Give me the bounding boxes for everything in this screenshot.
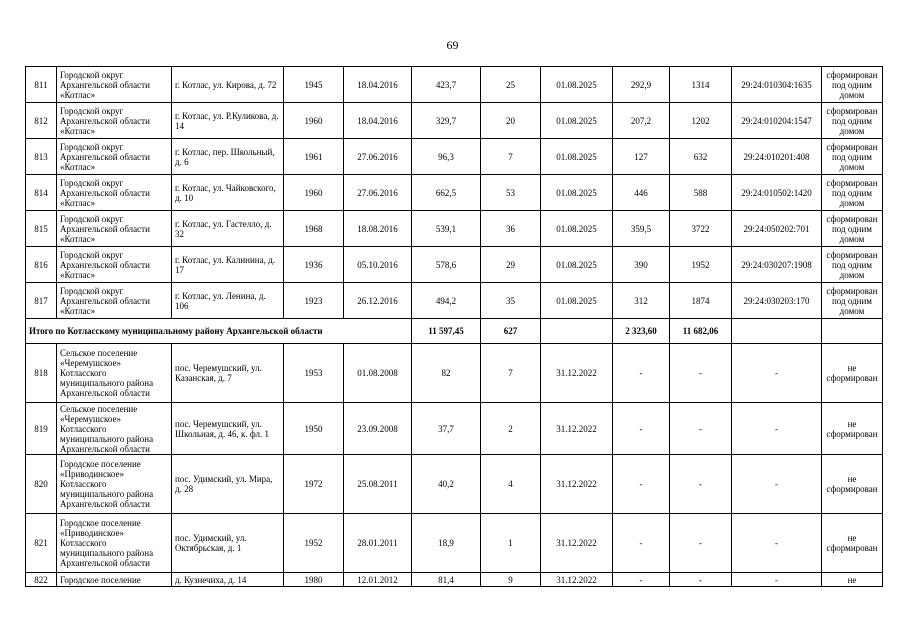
deadline-cell: 01.08.2025 bbox=[541, 247, 613, 283]
people-cell: 7 bbox=[481, 344, 541, 403]
row-number: 819 bbox=[26, 403, 57, 455]
area-cell: 81,4 bbox=[412, 573, 481, 587]
address-cell: г. Котлас, пер. Школьный, д. 6 bbox=[172, 139, 284, 175]
year-cell: 1953 bbox=[284, 344, 344, 403]
row-number: 812 bbox=[26, 103, 57, 139]
deadline-cell: 31.12.2022 bbox=[541, 573, 613, 587]
owner-cell: Городское поселение «Приводинское» Котласского муниципального района Архангельской области bbox=[57, 514, 172, 573]
date-cell: 23.09.2008 bbox=[344, 403, 412, 455]
people-cell: 35 bbox=[481, 283, 541, 319]
row-number: 817 bbox=[26, 283, 57, 319]
cadastral-cell: - bbox=[732, 344, 822, 403]
table-row bbox=[26, 344, 883, 403]
date-cell: 25.08.2011 bbox=[344, 455, 412, 514]
area-cell: 423,7 bbox=[412, 67, 481, 103]
people-cell: 20 bbox=[481, 103, 541, 139]
table-row bbox=[26, 283, 883, 319]
address-cell: пос. Удимский, ул. Октябрьская, д. 1 bbox=[172, 514, 284, 573]
year-cell: 1968 bbox=[284, 211, 344, 247]
page-number: 69 bbox=[446, 38, 459, 52]
deadline-cell: 01.08.2025 bbox=[541, 67, 613, 103]
area2-cell: 207,2 bbox=[613, 103, 670, 139]
people-cell: 7 bbox=[481, 139, 541, 175]
year-cell: 1945 bbox=[284, 67, 344, 103]
date-cell: 18.04.2016 bbox=[344, 103, 412, 139]
area2-cell: 312 bbox=[613, 283, 670, 319]
deadline-cell: 31.12.2022 bbox=[541, 403, 613, 455]
row-number: 815 bbox=[26, 211, 57, 247]
address-cell: г. Котлас, ул. Кирова, д. 72 bbox=[172, 67, 284, 103]
area2-cell: - bbox=[613, 344, 670, 403]
owner-cell: Сельское поселение «Черемушское» Котласского муниципального района Архангельской области bbox=[57, 403, 172, 455]
people-cell: 29 bbox=[481, 247, 541, 283]
deadline-cell: 01.08.2025 bbox=[541, 139, 613, 175]
cadastral-cell: 29:24:030203:170 bbox=[732, 283, 822, 319]
total-label: Итого по Котласскому муниципальному району Архангельской области bbox=[26, 319, 412, 344]
cadastral-cell: 29:24:010204:1547 bbox=[732, 103, 822, 139]
deadline-cell: 31.12.2022 bbox=[541, 455, 613, 514]
date-cell: 18.08.2016 bbox=[344, 211, 412, 247]
people2-cell: 1952 bbox=[670, 247, 732, 283]
people-cell: 4 bbox=[481, 455, 541, 514]
area-cell: 578,6 bbox=[412, 247, 481, 283]
owner-cell: Городской округ Архангельской области «Котлас» bbox=[57, 283, 172, 319]
year-cell: 1972 bbox=[284, 455, 344, 514]
address-cell: д. Кузнечиха, д. 14 bbox=[172, 573, 284, 587]
area2-cell: - bbox=[613, 514, 670, 573]
cadastral-cell: 29:24:050202:701 bbox=[732, 211, 822, 247]
status-cell: сформирован под одним домом bbox=[822, 283, 883, 319]
date-cell: 28.01.2011 bbox=[344, 514, 412, 573]
year-cell: 1950 bbox=[284, 403, 344, 455]
owner-cell: Городской округ Архангельской области «Котлас» bbox=[57, 211, 172, 247]
year-cell: 1961 bbox=[284, 139, 344, 175]
table-row bbox=[26, 103, 883, 139]
area2-cell: - bbox=[613, 403, 670, 455]
total-area2: 2 323,60 bbox=[613, 319, 670, 344]
status-cell: сформирован под одним домом bbox=[822, 175, 883, 211]
people2-cell: 632 bbox=[670, 139, 732, 175]
people2-cell: - bbox=[670, 514, 732, 573]
cadastral-cell: - bbox=[732, 403, 822, 455]
status-cell: не bbox=[822, 573, 883, 587]
people2-cell: - bbox=[670, 403, 732, 455]
row-number: 818 bbox=[26, 344, 57, 403]
total-area: 11 597,45 bbox=[412, 319, 481, 344]
area-cell: 18,9 bbox=[412, 514, 481, 573]
people2-cell: - bbox=[670, 455, 732, 514]
date-cell: 18.04.2016 bbox=[344, 67, 412, 103]
area-cell: 82 bbox=[412, 344, 481, 403]
people2-cell: - bbox=[670, 573, 732, 587]
year-cell: 1923 bbox=[284, 283, 344, 319]
table-row bbox=[26, 211, 883, 247]
address-cell: г. Котлас, ул. Чайковского, д. 10 bbox=[172, 175, 284, 211]
cadastral-cell: - bbox=[732, 573, 822, 587]
area2-cell: 292,9 bbox=[613, 67, 670, 103]
row-number: 811 bbox=[26, 67, 57, 103]
date-cell: 27.06.2016 bbox=[344, 139, 412, 175]
deadline-cell: 01.08.2025 bbox=[541, 175, 613, 211]
owner-cell: Городской округ Архангельской области «Котлас» bbox=[57, 139, 172, 175]
area-cell: 329,7 bbox=[412, 103, 481, 139]
address-cell: пос. Удимский, ул. Мира, д. 28 bbox=[172, 455, 284, 514]
owner-cell: Городское поселение «Приводинское» Котласского муниципального района Архангельской области bbox=[57, 455, 172, 514]
table-row bbox=[26, 573, 883, 587]
area2-cell: - bbox=[613, 455, 670, 514]
year-cell: 1952 bbox=[284, 514, 344, 573]
address-cell: г. Котлас, ул. Ленина, д. 106 bbox=[172, 283, 284, 319]
cadastral-cell: - bbox=[732, 514, 822, 573]
area-cell: 96,3 bbox=[412, 139, 481, 175]
people2-cell: 3722 bbox=[670, 211, 732, 247]
deadline-cell: 31.12.2022 bbox=[541, 344, 613, 403]
area-cell: 37,7 bbox=[412, 403, 481, 455]
people-cell: 9 bbox=[481, 573, 541, 587]
total-empty bbox=[732, 319, 822, 344]
status-cell: сформирован под одним домом bbox=[822, 67, 883, 103]
people-cell: 2 bbox=[481, 403, 541, 455]
deadline-cell: 31.12.2022 bbox=[541, 514, 613, 573]
year-cell: 1960 bbox=[284, 175, 344, 211]
year-cell: 1936 bbox=[284, 247, 344, 283]
owner-cell: Городской округ Архангельской области «Котлас» bbox=[57, 67, 172, 103]
status-cell: не сформирован bbox=[822, 344, 883, 403]
address-cell: г. Котлас, ул. Калинина, д. 17 bbox=[172, 247, 284, 283]
owner-cell: Городской округ Архангельской области «Котлас» bbox=[57, 175, 172, 211]
owner-cell: Городской округ Архангельской области «Котлас» bbox=[57, 247, 172, 283]
year-cell: 1960 bbox=[284, 103, 344, 139]
total-row bbox=[26, 319, 883, 344]
date-cell: 26.12.2016 bbox=[344, 283, 412, 319]
date-cell: 27.06.2016 bbox=[344, 175, 412, 211]
cadastral-cell: 29:24:010304:1635 bbox=[732, 67, 822, 103]
area-cell: 662,5 bbox=[412, 175, 481, 211]
status-cell: не сформирован bbox=[822, 514, 883, 573]
people2-cell: 1874 bbox=[670, 283, 732, 319]
housing-registry-table bbox=[25, 66, 883, 587]
date-cell: 05.10.2016 bbox=[344, 247, 412, 283]
address-cell: пос. Черемушский, ул. Казанская, д. 7 bbox=[172, 344, 284, 403]
table-row bbox=[26, 175, 883, 211]
table-row bbox=[26, 455, 883, 514]
area2-cell: 390 bbox=[613, 247, 670, 283]
status-cell: сформирован под одним домом bbox=[822, 139, 883, 175]
table-row bbox=[26, 247, 883, 283]
total-people: 627 bbox=[481, 319, 541, 344]
total-empty bbox=[541, 319, 613, 344]
total-empty bbox=[822, 319, 883, 344]
year-cell: 1980 bbox=[284, 573, 344, 587]
cadastral-cell: 29:24:010502:1420 bbox=[732, 175, 822, 211]
deadline-cell: 01.08.2025 bbox=[541, 283, 613, 319]
cadastral-cell: - bbox=[732, 455, 822, 514]
row-number: 814 bbox=[26, 175, 57, 211]
cadastral-cell: 29:24:010201:408 bbox=[732, 139, 822, 175]
table-row bbox=[26, 67, 883, 103]
people2-cell: 1202 bbox=[670, 103, 732, 139]
row-number: 816 bbox=[26, 247, 57, 283]
status-cell: не сформирован bbox=[822, 403, 883, 455]
people-cell: 1 bbox=[481, 514, 541, 573]
address-cell: г. Котлас, ул. Гастелло, д. 32 bbox=[172, 211, 284, 247]
people2-cell: 588 bbox=[670, 175, 732, 211]
people2-cell: 1314 bbox=[670, 67, 732, 103]
table-row bbox=[26, 139, 883, 175]
row-number: 820 bbox=[26, 455, 57, 514]
area-cell: 539,1 bbox=[412, 211, 481, 247]
table-row bbox=[26, 403, 883, 455]
area-cell: 40,2 bbox=[412, 455, 481, 514]
area2-cell: - bbox=[613, 573, 670, 587]
row-number: 813 bbox=[26, 139, 57, 175]
people-cell: 36 bbox=[481, 211, 541, 247]
owner-cell: Городское поселение bbox=[57, 573, 172, 587]
people-cell: 25 bbox=[481, 67, 541, 103]
people-cell: 53 bbox=[481, 175, 541, 211]
address-cell: г. Котлас, ул. Р.Куликова, д. 14 bbox=[172, 103, 284, 139]
row-number: 822 bbox=[26, 573, 57, 587]
status-cell: сформирован под одним домом bbox=[822, 211, 883, 247]
cadastral-cell: 29:24:030207:1908 bbox=[732, 247, 822, 283]
date-cell: 12.01.2012 bbox=[344, 573, 412, 587]
people2-cell: - bbox=[670, 344, 732, 403]
deadline-cell: 01.08.2025 bbox=[541, 103, 613, 139]
area2-cell: 359,5 bbox=[613, 211, 670, 247]
area2-cell: 127 bbox=[613, 139, 670, 175]
address-cell: пос. Черемушский, ул. Школьная, д. 46, к. фл. 1 bbox=[172, 403, 284, 455]
table-row bbox=[26, 514, 883, 573]
area2-cell: 446 bbox=[613, 175, 670, 211]
date-cell: 01.08.2008 bbox=[344, 344, 412, 403]
row-number: 821 bbox=[26, 514, 57, 573]
owner-cell: Городской округ Архангельской области «Котлас» bbox=[57, 103, 172, 139]
area-cell: 494,2 bbox=[412, 283, 481, 319]
deadline-cell: 01.08.2025 bbox=[541, 211, 613, 247]
owner-cell: Сельское поселение «Черемушское» Котласского муниципального района Архангельской области bbox=[57, 344, 172, 403]
status-cell: сформирован под одним домом bbox=[822, 103, 883, 139]
status-cell: не сформирован bbox=[822, 455, 883, 514]
total-people2: 11 682,06 bbox=[670, 319, 732, 344]
status-cell: сформирован под одним домом bbox=[822, 247, 883, 283]
